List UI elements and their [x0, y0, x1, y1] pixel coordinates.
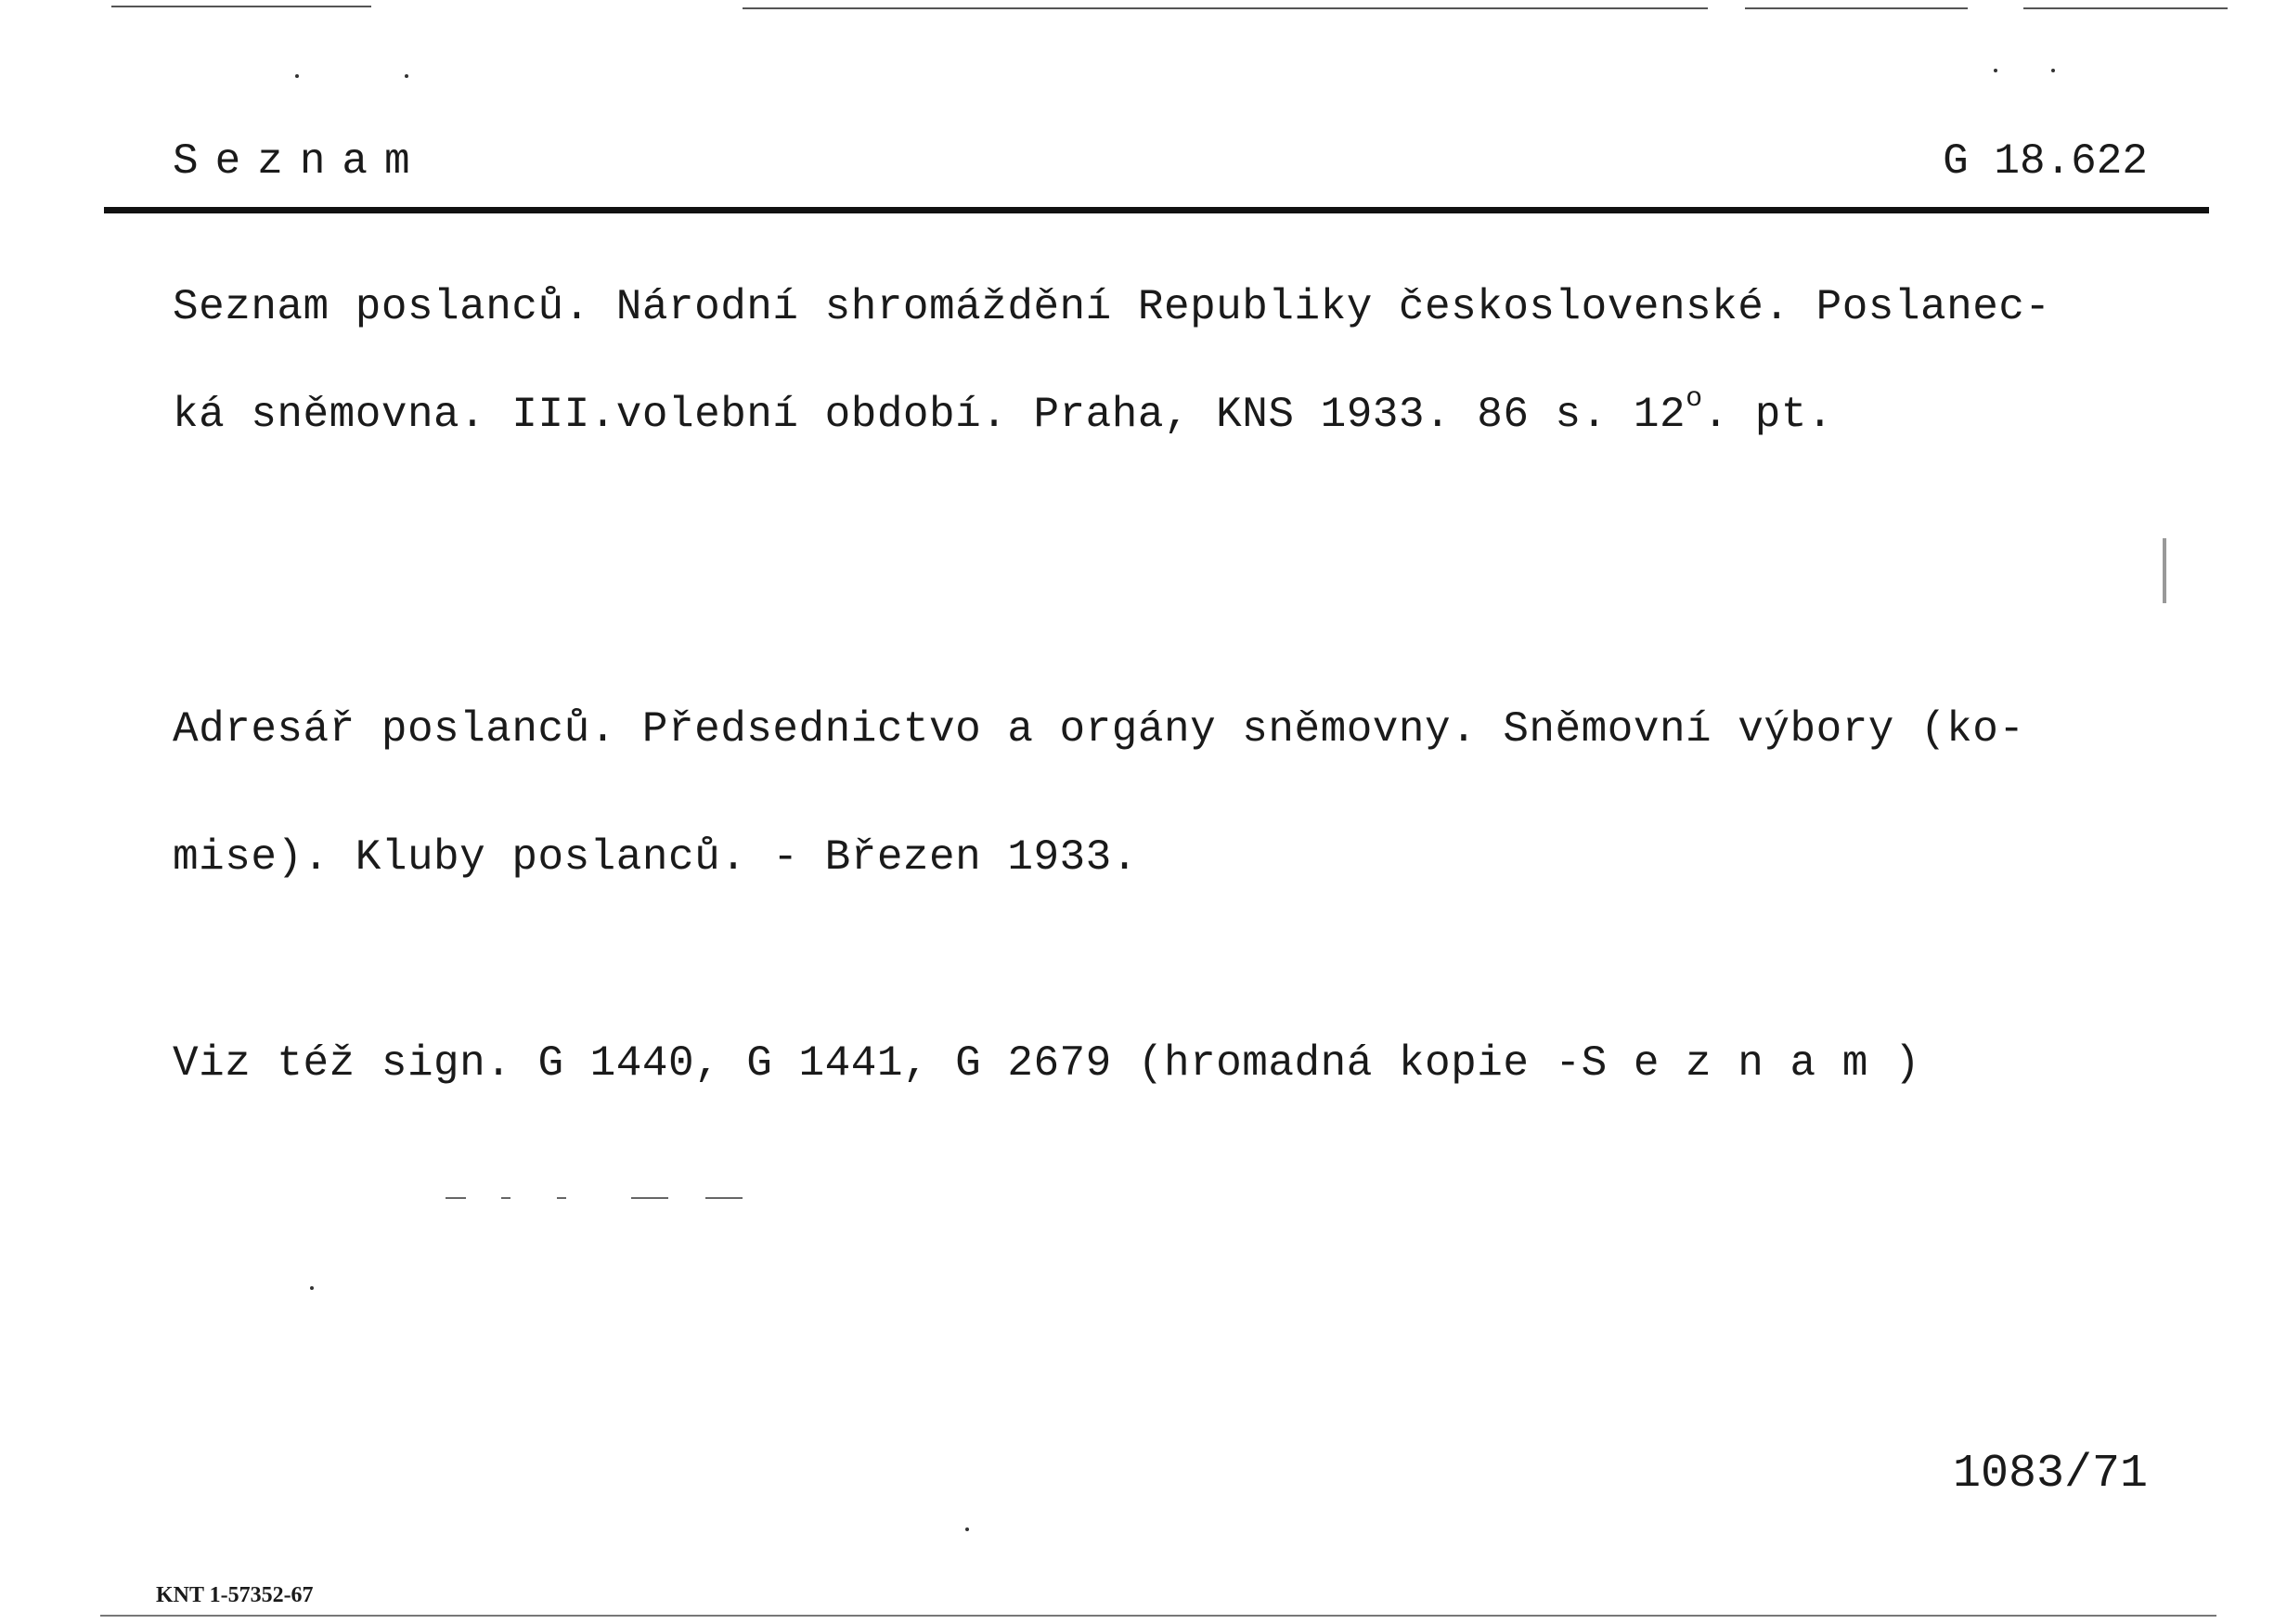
- see-also-line: Viz též sign. G 1440, G 1441, G 2679 (hromadná kopie -S e z n a m ): [173, 1039, 1921, 1088]
- citation-line-1: Seznam poslanců. Národní shromáždění Republiky československé. Poslanec-: [173, 283, 2051, 331]
- citation-line-2-end: . pt.: [1702, 391, 1834, 439]
- bottom-edge-line: [100, 1615, 2216, 1617]
- smudge-dash: [501, 1197, 510, 1199]
- top-edge-line-mid: [743, 7, 1708, 9]
- speck: [2051, 69, 2055, 72]
- smudge-dash: [557, 1197, 566, 1199]
- smudge-dash: [446, 1197, 466, 1199]
- top-edge-line-right: [1745, 7, 1968, 9]
- speck: [310, 1286, 314, 1290]
- margin-mark: [2163, 538, 2166, 603]
- citation-line-2: [173, 383, 1833, 439]
- contents-line-2: mise). Kluby poslanců. - Březen 1933.: [173, 833, 1138, 882]
- heading-rule: [104, 207, 2209, 213]
- speck: [295, 74, 299, 78]
- speck: [405, 74, 408, 78]
- card-heading: Seznam: [173, 137, 427, 186]
- speck: [965, 1527, 969, 1531]
- smudge-dash: [705, 1197, 743, 1199]
- citation-line-2-main: ká sněmovna. III.volební období. Praha, KNS 1933. 86 s. 12: [173, 391, 1686, 439]
- format-superscript: o: [1686, 383, 1703, 415]
- contents-line-1: Adresář poslanců. Předsednictvo a orgány sněmovny. Sněmovní výbory (ko-: [173, 705, 2025, 754]
- top-edge-line-far-right: [2023, 7, 2228, 9]
- top-edge-line-left: [111, 6, 371, 7]
- smudge-dash: [631, 1197, 668, 1199]
- shelf-signature: G 18.622: [1943, 137, 2148, 186]
- speck: [1994, 69, 1997, 72]
- accession-number: 1083/71: [1952, 1448, 2148, 1501]
- card-printer-code: KNT 1-57352-67: [156, 1583, 314, 1607]
